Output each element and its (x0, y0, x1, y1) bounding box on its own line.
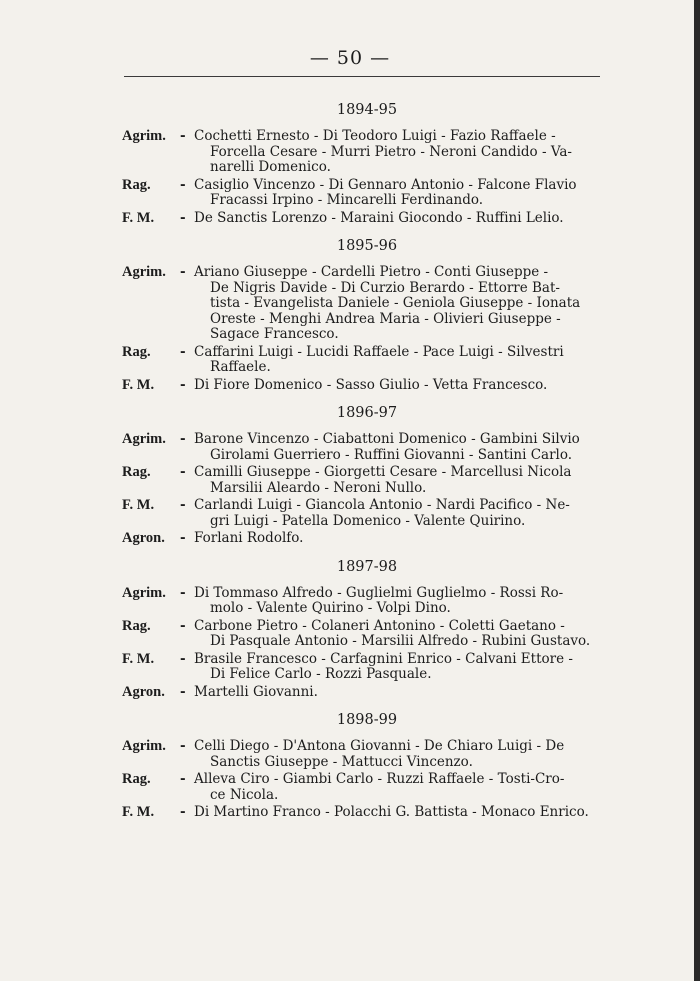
course-abbreviation: F. M. (122, 497, 155, 513)
separator-dash: - (180, 209, 186, 226)
separator-dash: - (180, 617, 186, 634)
separator-dash: - (180, 771, 186, 787)
course-abbreviation: Rag. (122, 617, 151, 634)
separator-dash: - (180, 343, 186, 360)
course-abbreviation: Rag. (122, 464, 151, 480)
student-names (194, 265, 612, 343)
list-item (122, 531, 612, 547)
year-section (122, 100, 612, 226)
student-names (194, 498, 612, 529)
names-line: Di Felice Carlo - Rozzi Pasquale. (210, 666, 432, 682)
year-heading: 1896-97 (336, 405, 398, 421)
names-line: Ariano Giuseppe - Cardelli Pietro - Conti Giuseppe - (194, 264, 549, 280)
names-line: molo - Valente Quirino - Volpi Dino. (210, 600, 451, 616)
list-item (122, 805, 612, 821)
page-number: — 50 — (309, 47, 391, 69)
course-abbreviation: Rag. (122, 771, 151, 787)
student-names (194, 739, 612, 770)
student-names (194, 129, 612, 176)
names-line: Cochetti Ernesto - Di Teodoro Luigi - Fazio Raffaele - (194, 128, 556, 144)
year-section (122, 236, 612, 393)
separator-dash: - (180, 683, 186, 700)
names-line: Alleva Ciro - Giambi Carlo - Ruzzi Raffaele - Tosti-Cro- (194, 771, 565, 787)
course-abbreviation: F. M. (122, 650, 155, 667)
names-line: Carbone Pietro - Colaneri Antonino - Coletti Gaetano - (194, 617, 565, 634)
year-section (122, 557, 612, 701)
student-names (194, 586, 612, 617)
list-item (122, 739, 612, 770)
names-line: Fracassi Irpino - Mincarelli Ferdinando. (210, 192, 484, 208)
separator-dash: - (180, 650, 186, 667)
names-line: Marsilii Aleardo - Neroni Nullo. (210, 479, 427, 496)
names-line: Forlani Rodolfo. (194, 530, 304, 546)
list-item (122, 685, 612, 701)
separator-dash: - (180, 738, 186, 754)
year-heading: 1895-96 (336, 238, 398, 254)
names-line: Martelli Giovanni. (194, 683, 318, 700)
student-names (194, 652, 612, 683)
list-item (122, 211, 612, 227)
names-line: Sanctis Giuseppe - Mattucci Vincenzo. (210, 753, 473, 770)
course-abbreviation: Agrim. (122, 431, 166, 447)
student-names (194, 772, 612, 803)
list-item (122, 432, 612, 463)
list-item (122, 586, 612, 617)
student-names (194, 619, 612, 650)
names-line: tista - Evangelista Daniele - Geniola Giuseppe - Ionata (210, 295, 581, 311)
year-heading: 1897-98 (336, 558, 398, 575)
student-names (194, 465, 612, 496)
list-item (122, 178, 612, 209)
course-abbreviation: Agrim. (122, 584, 166, 601)
separator-dash: - (180, 497, 186, 513)
names-line: Di Tommaso Alfredo - Guglielmi Guglielmo - Rossi Ro- (194, 584, 564, 601)
separator-dash: - (180, 264, 186, 280)
list-item (122, 619, 612, 650)
separator-dash: - (180, 804, 186, 820)
course-abbreviation: F. M. (122, 804, 155, 820)
student-names (194, 432, 612, 463)
names-line: Di Martino Franco - Polacchi G. Battista - Monaco Enrico. (194, 804, 589, 820)
names-line: Oreste - Menghi Andrea Maria - Olivieri Giuseppe - (210, 310, 561, 327)
course-abbreviation: Agrim. (122, 128, 166, 144)
separator-dash: - (180, 431, 186, 447)
course-abbreviation: Agron. (122, 683, 165, 700)
list-item (122, 498, 612, 529)
course-abbreviation: Agrim. (122, 264, 166, 280)
student-names (194, 685, 612, 701)
year-heading: 1894-95 (336, 102, 398, 118)
names-line: Brasile Francesco - Carfagnini Enrico - Calvani Ettore - (194, 650, 573, 667)
names-line: Forcella Cesare - Murri Pietro - Neroni Candido - Va- (210, 143, 572, 160)
page-edge (694, 0, 700, 981)
names-line: gri Luigi - Patella Domenico - Valente Quirino. (210, 512, 526, 529)
names-line: Girolami Guerriero - Ruffini Giovanni - Santini Carlo. (210, 446, 573, 463)
names-line: Celli Diego - D'Antona Giovanni - De Chiaro Luigi - De (194, 738, 565, 754)
names-line: Di Pasquale Antonio - Marsilii Alfredo - Rubini Gustavo. (210, 633, 591, 649)
course-abbreviation: Rag. (122, 343, 151, 360)
names-line: Barone Vincenzo - Ciabattoni Domenico - Gambini Silvio (194, 431, 580, 447)
list-item (122, 652, 612, 683)
names-line: Caffarini Luigi - Lucidi Raffaele - Pace Luigi - Silvestri (194, 343, 564, 360)
list-item (122, 772, 612, 803)
list-item (122, 345, 612, 376)
student-names (194, 531, 612, 547)
student-names (194, 345, 612, 376)
separator-dash: - (180, 128, 186, 144)
list-item (122, 378, 612, 394)
list-item (122, 465, 612, 496)
student-names (194, 805, 612, 821)
names-line: narelli Domenico. (210, 159, 331, 175)
names-line: Carlandi Luigi - Giancola Antonio - Nardi Pacifico - Ne- (194, 497, 570, 513)
student-names (194, 211, 612, 227)
year-heading: 1898-99 (336, 712, 398, 728)
names-line: Raffaele. (210, 359, 271, 375)
course-abbreviation: F. M. (122, 376, 155, 393)
year-section (122, 403, 612, 547)
separator-dash: - (180, 530, 186, 546)
names-line: Di Fiore Domenico - Sasso Giulio - Vetta Francesco. (194, 376, 548, 393)
year-section (122, 710, 612, 821)
student-names (194, 378, 612, 394)
separator-dash: - (180, 176, 186, 193)
separator-dash: - (180, 584, 186, 601)
course-abbreviation: Agron. (122, 530, 165, 546)
separator-dash: - (180, 464, 186, 480)
student-names (194, 178, 612, 209)
course-abbreviation: F. M. (122, 209, 155, 226)
names-line: ce Nicola. (210, 786, 279, 803)
graduates-list (122, 100, 612, 831)
course-abbreviation: Rag. (122, 176, 151, 193)
separator-dash: - (180, 376, 186, 393)
header-rule (124, 76, 600, 77)
names-line: Sagace Francesco. (210, 326, 339, 342)
names-line: Camilli Giuseppe - Giorgetti Cesare - Marcellusi Nicola (194, 464, 572, 480)
course-abbreviation: Agrim. (122, 738, 166, 754)
list-item (122, 129, 612, 176)
list-item (122, 265, 612, 343)
names-line: Casiglio Vincenzo - Di Gennaro Antonio - Falcone Flavio (194, 176, 577, 193)
names-line: De Nigris Davide - Di Curzio Berardo - Ettorre Bat- (210, 279, 560, 296)
names-line: De Sanctis Lorenzo - Maraini Giocondo - Ruffini Lelio. (194, 209, 564, 226)
